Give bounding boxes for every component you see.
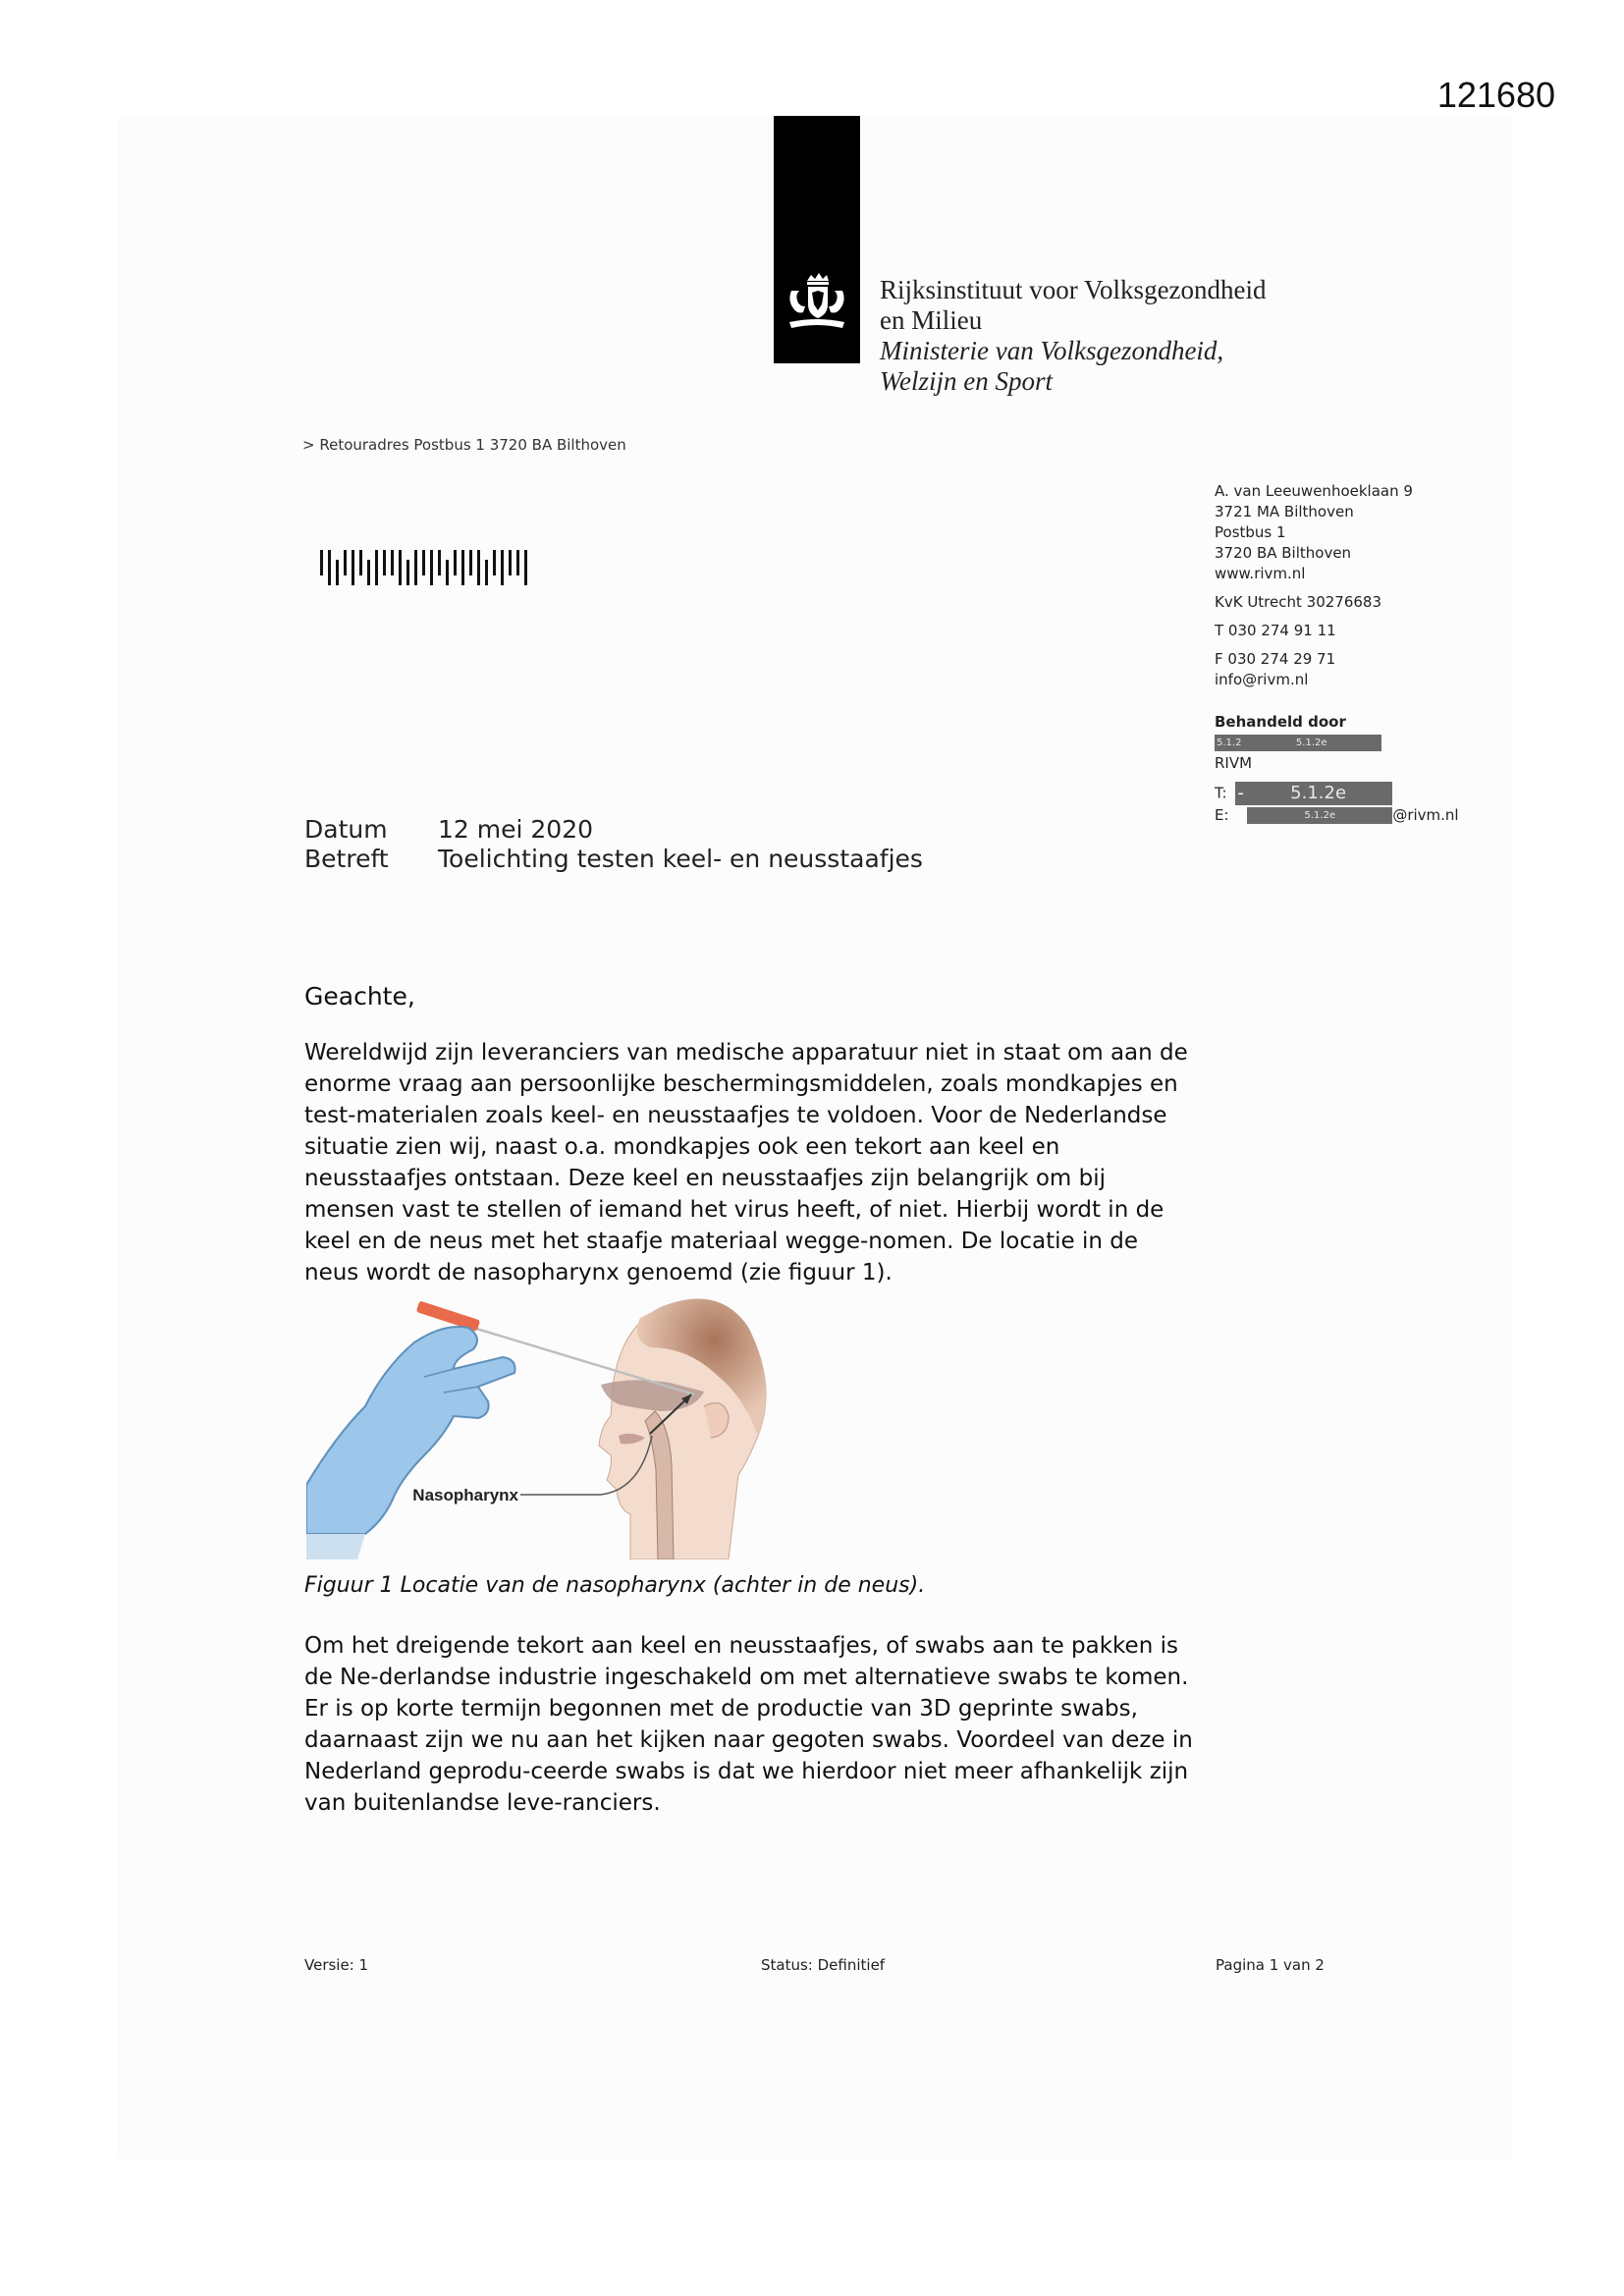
handler-name-redacted	[1215, 733, 1459, 753]
address-line: Postbus 1	[1215, 523, 1286, 541]
org-short: RIVM	[1215, 754, 1253, 772]
postal-barcode	[320, 550, 532, 585]
handled-by-label: Behandeld door	[1215, 713, 1346, 731]
date-label: Datum	[304, 815, 388, 844]
website-link[interactable]: www.rivm.nl	[1215, 565, 1306, 582]
footer-status: Status: Definitief	[761, 1956, 886, 1974]
ministry-line2: Welzijn en Sport	[880, 366, 1054, 396]
sender-info-column	[1215, 481, 1459, 826]
fax-number: F 030 274 29 71	[1215, 650, 1336, 668]
nasopharynx-label: Nasopharynx	[412, 1486, 518, 1504]
subject-label: Betreft	[304, 845, 389, 873]
footer-version: Versie: 1	[304, 1956, 369, 1974]
handler-email: E: 5.1.2e @rivm.nl	[1215, 806, 1459, 824]
phone-number: T 030 274 91 11	[1215, 622, 1336, 639]
nasopharynx-illustration	[306, 1288, 827, 1559]
subject-row	[304, 845, 923, 874]
redaction-block: 5.1.2 5.1.2e	[1215, 735, 1381, 751]
email-link[interactable]: info@rivm.nl	[1215, 671, 1309, 688]
paragraph-intro: Wereldwijd zijn leveranciers van medische apparatuur niet in staat om aan de enorme vraag aan persoonlijke beschermingsmiddelen, zoals mondkapjes en test-materialen zoals keel- en neusstaafjes te voldoen. Voor de Nederlandse situatie zien wij, naast o.a. mondkapjes ook een tekort aan keel en neusstaafjes ontstaan. Deze keel en neusstaafjes zijn belangrijk om bij mensen vast te stellen of iemand het virus heeft, of niet. Hierbij wordt in de keel en de neus met het staafje materiaal wegge-nomen. De locatie in de neus wordt de nasopharynx genoemd (zie figuur 1).	[304, 1040, 1188, 1285]
government-logo	[774, 116, 860, 363]
return-address: > Retouradres Postbus 1 3720 BA Bilthoven	[302, 436, 626, 454]
footer-page-number: Pagina 1 van 2	[1216, 1956, 1325, 1974]
redaction-block: - 5.1.2e	[1235, 782, 1392, 805]
kvk-number: KvK Utrecht 30276683	[1215, 593, 1381, 611]
salutation: Geachte,	[304, 982, 415, 1011]
organization-name	[880, 275, 1267, 397]
date-row	[304, 815, 923, 845]
date-value: 12 mei 2020	[438, 815, 594, 844]
address-line: A. van Leeuwenhoeklaan 9	[1215, 482, 1413, 500]
redaction-block: 5.1.2e	[1247, 807, 1392, 824]
subject-value: Toelichting testen keel- en neusstaafjes	[438, 845, 923, 873]
org-name-line1: Rijksinstituut voor Volksgezondheid	[880, 275, 1267, 304]
handler-phone: T: - 5.1.2e	[1215, 782, 1459, 805]
coat-of-arms-icon	[784, 271, 850, 336]
document-number: 121680	[1436, 75, 1555, 115]
address-line: 3720 BA Bilthoven	[1215, 544, 1352, 562]
paragraph-swabs: Om het dreigende tekort aan keel en neusstaafjes, of swabs aan te pakken is de Ne-derlandse industrie ingeschakeld om met alternatieve swabs te komen. Er is op korte termijn begonnen met de productie van 3D geprinte swabs, daarnaast zijn we nu aan het kijken naar gegoten swabs. Voordeel van deze in Nederland geprodu-ceerde swabs is dat we hierdoor niet meer afhankelijk zijn van buitenlandse leve-ranciers.	[304, 1633, 1193, 1816]
ministry-line1: Ministerie van Volksgezondheid,	[880, 336, 1224, 365]
org-name-line2: en Milieu	[880, 305, 983, 335]
letter-meta	[304, 815, 923, 874]
address-line: 3721 MA Bilthoven	[1215, 503, 1354, 520]
figure-caption: Figuur 1 Locatie van de nasopharynx (achter in de neus).	[304, 1573, 926, 1598]
